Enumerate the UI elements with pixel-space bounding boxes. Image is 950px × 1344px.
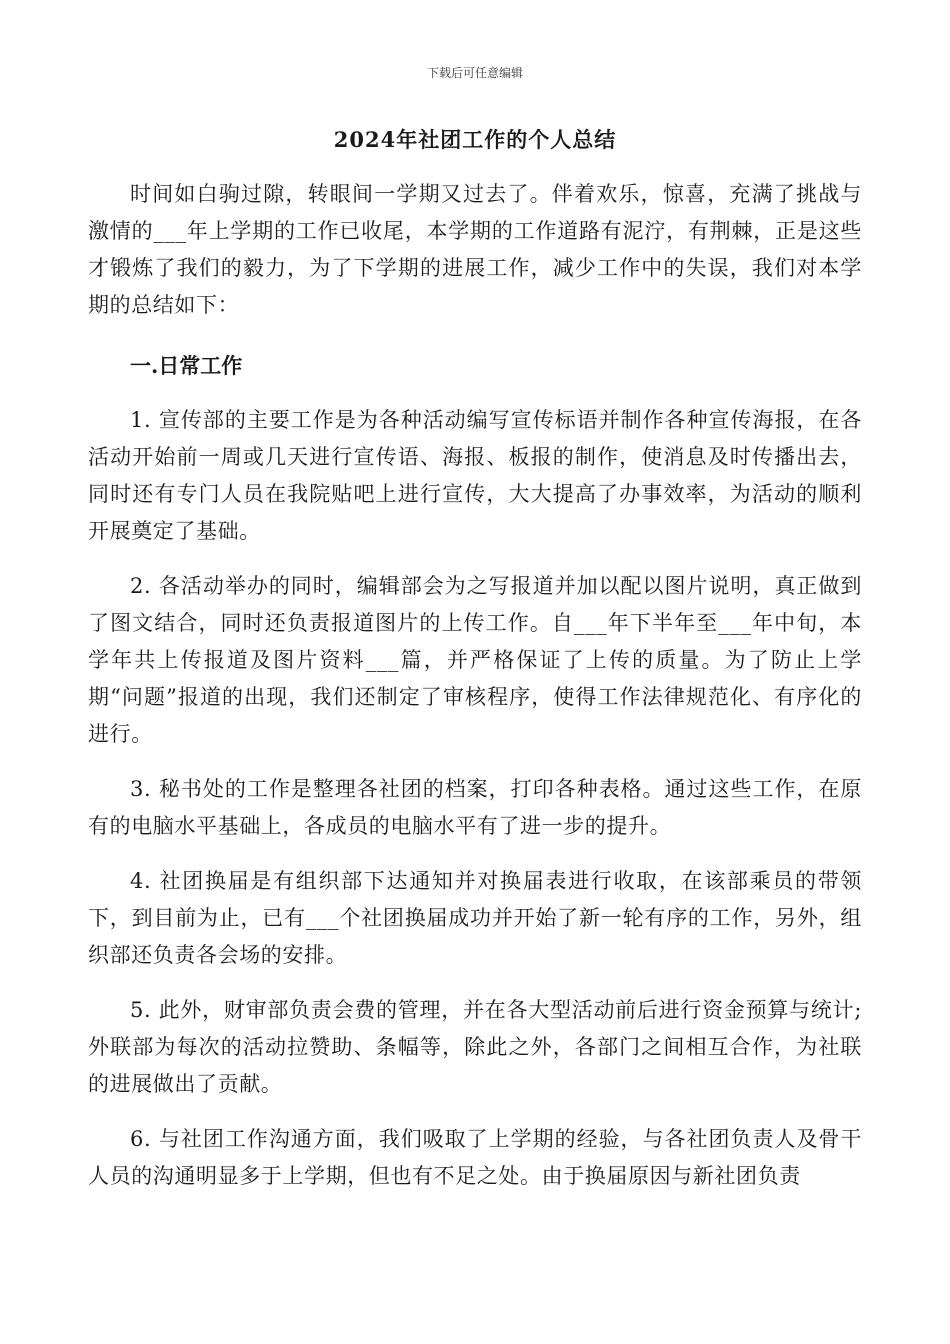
paragraph-item-2: 2. 各活动举办的同时，编辑部会为之写报道并加以配以图片说明，真正做到了图文结合，同时还负责报道图片的上传工作。自___年下半年至___年中旬，本学年共上传报道及图片资料___篇，并严格保证了上传的质量。为了防止上学期“问题”报道的出现，我们还制定了审核程序，使得工作法律规范化、有序化的进行。 (88, 574, 862, 746)
paragraph-item-6: 6. 与社团工作沟通方面，我们吸取了上学期的经验，与各社团负责人及骨干人员的沟通明显多于上学期，但也有不足之处。由于换届原因与新社团负责 (88, 1127, 862, 1188)
paragraph-item-4: 4. 社团换届是有组织部下达通知并对换届表进行收取，在该部乘员的带领下，到目前为止，已有___个社团换届成功并开始了新一轮有序的工作，另外，组织部还负责各会场的安排。 (88, 869, 862, 967)
intro-paragraph: 时间如白驹过隙，转眼间一学期又过去了。伴着欢乐，惊喜，充满了挑战与激情的___年上学期的工作已收尾，本学期的工作道路有泥泞，有荆棘，正是这些才锻炼了我们的毅力，为了下学期的进展工作，减少工作中的失误，我们对本学期的总结如下： (88, 182, 862, 317)
document-body (88, 176, 862, 1195)
paragraph-item-5: 5. 此外，财审部负责会费的管理，并在各大型活动前后进行资金预算与统计;外联部为每次的活动拉赞助、条幅等，除此之外，各部门之间相互合作，为社联的进展做出了贡献。 (88, 998, 862, 1096)
paragraph-item-3: 3. 秘书处的工作是整理各社团的档案，打印各种表格。通过这些工作，在原有的电脑水平基础上，各成员的电脑水平有了进一步的提升。 (88, 777, 862, 838)
header-note: 下载后可任意编辑 (426, 66, 523, 80)
document-title: 2024年社团工作的个人总结 (333, 127, 617, 152)
paragraph-item-1: 1. 宣传部的主要工作是为各种活动编写宣传标语并制作各种宣传海报，在各活动开始前一周或几天进行宣传语、海报、板报的制作，使消息及时传播出去，同时还有专门人员在我院贴吧上进行宣传，大大提高了办事效率，为活动的顺利开展奠定了基础。 (88, 408, 862, 543)
section-heading: 一.日常工作 (130, 353, 243, 378)
